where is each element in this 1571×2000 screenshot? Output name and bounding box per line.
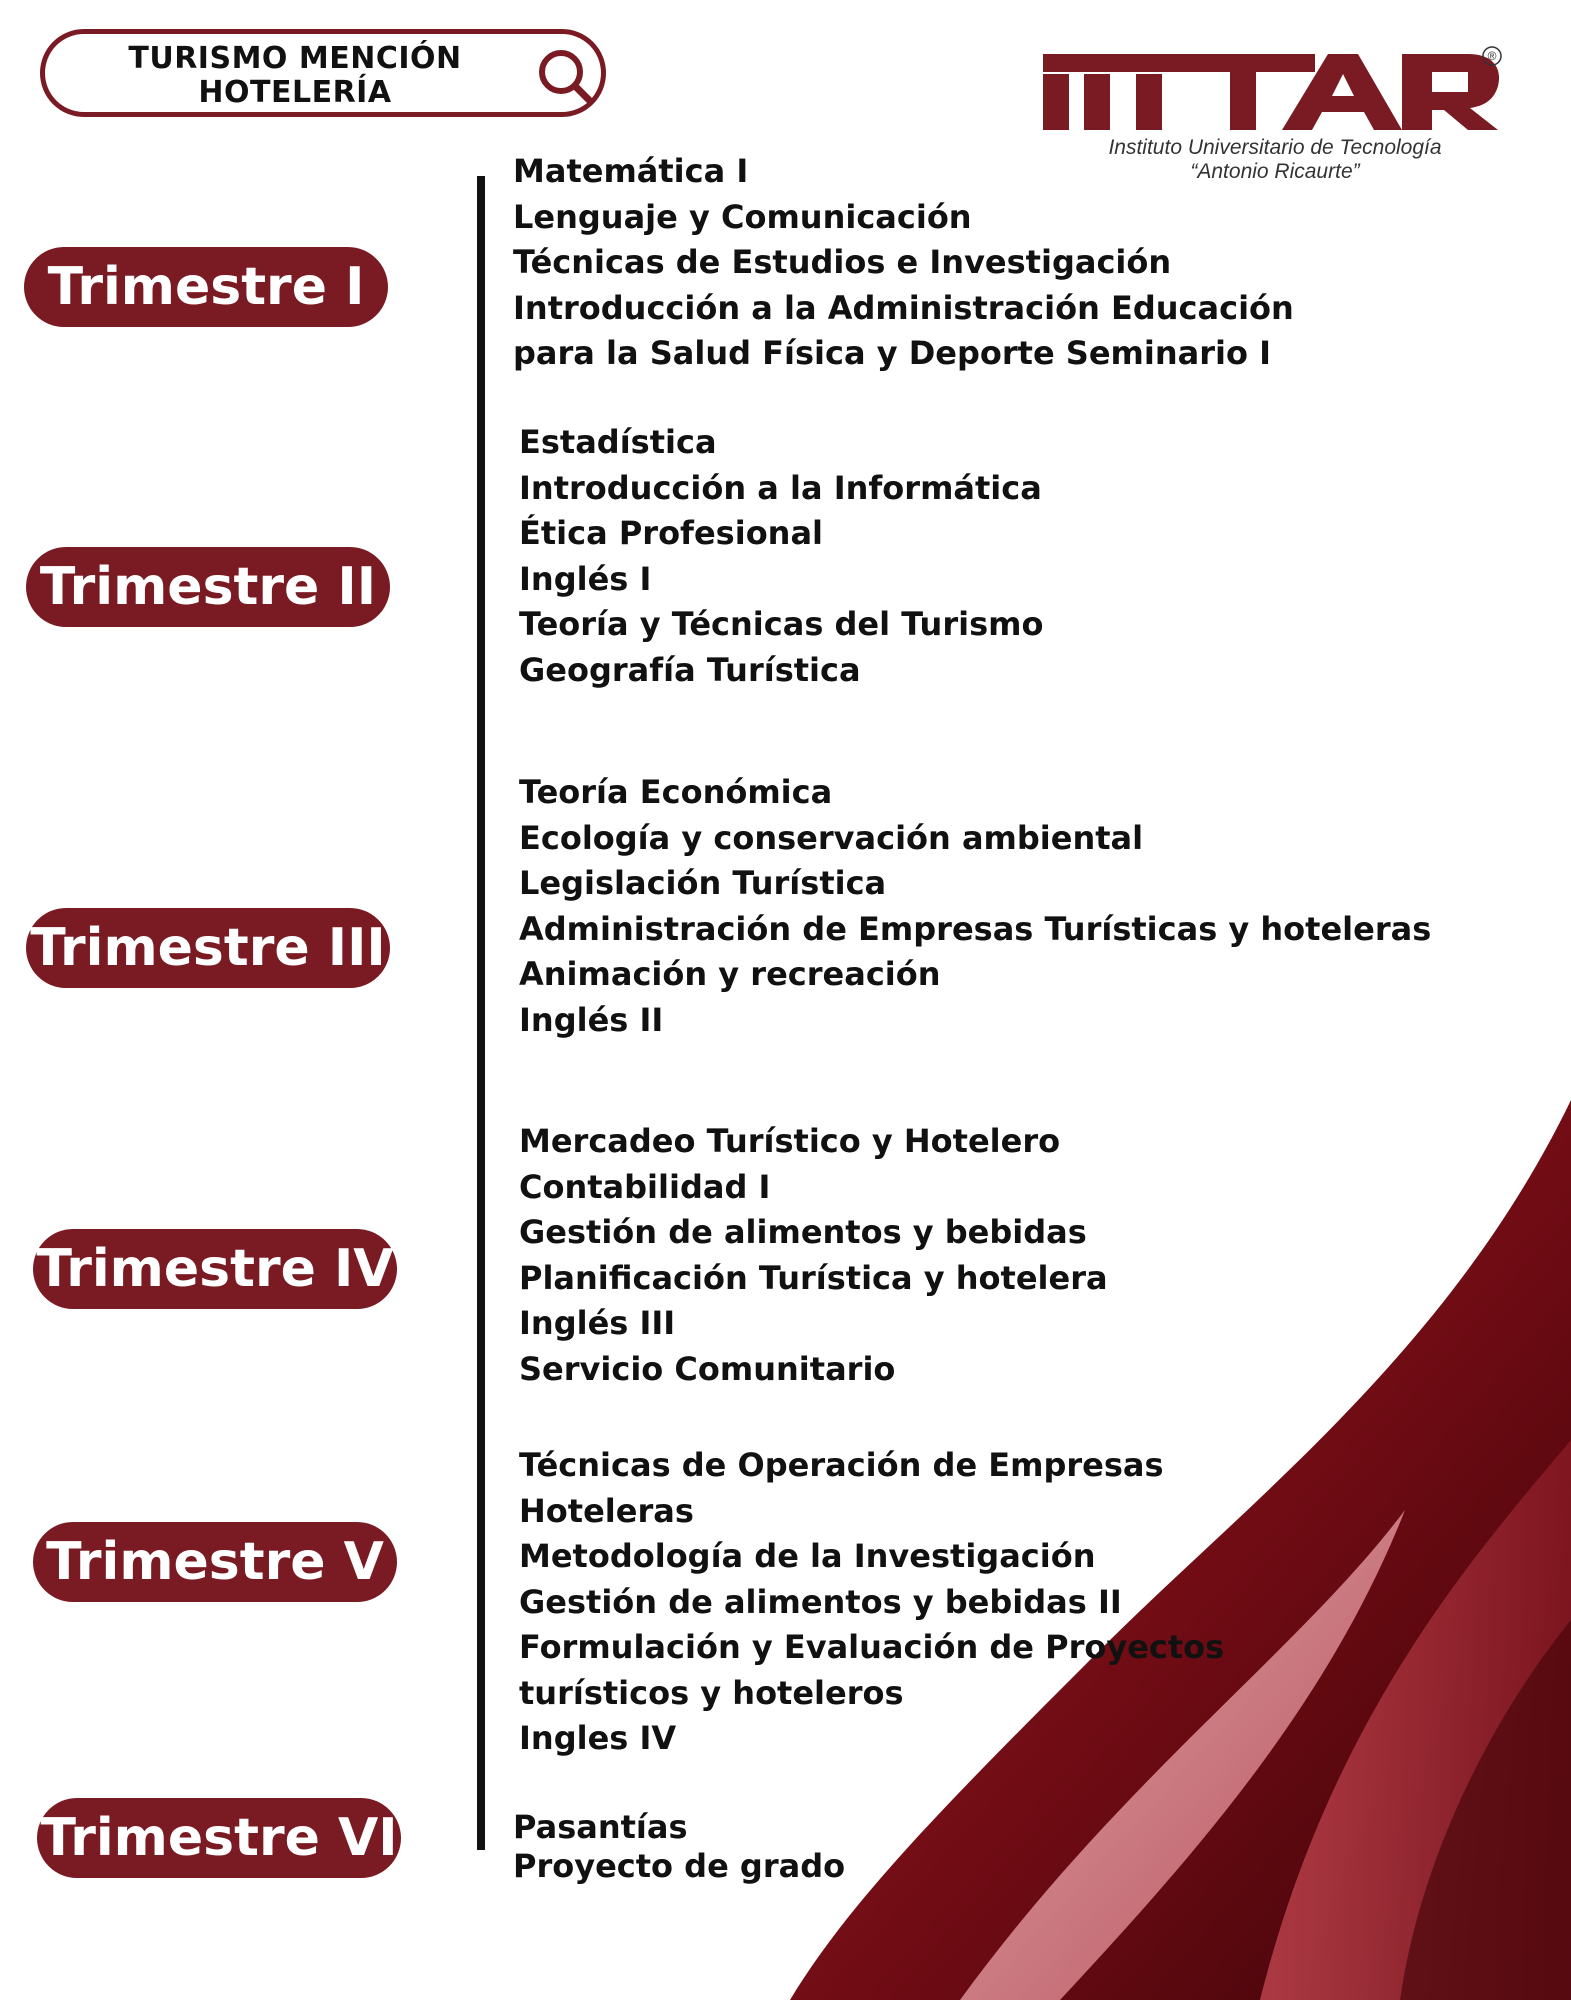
list-item: Animación y recreación bbox=[519, 955, 941, 993]
course-list-term-3 bbox=[519, 770, 1431, 1043]
list-item: Inglés II bbox=[519, 1000, 664, 1039]
list-item: Inglés I bbox=[519, 559, 652, 598]
list-item: Introducción a la Administración Educación bbox=[513, 288, 1294, 327]
term-pill-2: Trimestre II bbox=[26, 547, 390, 627]
list-item: turísticos y hoteleros bbox=[519, 1673, 904, 1712]
term-pill-3: Trimestre III bbox=[26, 908, 390, 988]
list-item: Técnicas de Estudios e Investigación bbox=[513, 243, 1172, 281]
list-item: Lenguaje y Comunicación bbox=[513, 197, 972, 236]
program-title-line2: HOTELERÍA bbox=[198, 75, 392, 110]
list-item: Metodología de la Investigación bbox=[519, 1537, 1096, 1575]
list-item: Administración de Empresas Turísticas y hoteleras bbox=[519, 909, 1432, 948]
list-item: Contabilidad I bbox=[519, 1167, 771, 1206]
course-list-term-2 bbox=[519, 420, 1043, 693]
list-item: para la Salud Física y Deporte Seminario I bbox=[513, 334, 1271, 372]
logo-subtitle-line2: “Antonio Ricaurte” bbox=[1190, 160, 1360, 183]
list-item: Ética Profesional bbox=[519, 514, 824, 552]
list-item: Mercadeo Turístico y Hotelero bbox=[519, 1122, 1061, 1160]
list-item: Geografía Turística bbox=[519, 650, 861, 689]
term-pill-1: Trimestre I bbox=[24, 247, 388, 327]
list-item: Técnicas de Operación de Empresas bbox=[519, 1446, 1164, 1484]
list-item: Teoría y Técnicas del Turismo bbox=[519, 605, 1044, 643]
list-item: Gestión de alimentos y bebidas bbox=[519, 1213, 1087, 1251]
list-item: Teoría Económica bbox=[519, 773, 833, 811]
logo-subtitle-line1: Instituto Universitario de Tecnología bbox=[1108, 136, 1442, 159]
list-item: Legislación Turística bbox=[519, 864, 887, 902]
term-pill-5: Trimestre V bbox=[33, 1522, 397, 1602]
list-item: Introducción a la Informática bbox=[519, 468, 1042, 507]
list-item: Pasantías bbox=[513, 1808, 688, 1846]
list-item: Planificación Turística y hotelera bbox=[519, 1258, 1108, 1297]
program-title bbox=[115, 42, 475, 110]
course-list-term-5 bbox=[519, 1443, 1224, 1762]
list-item: Proyecto de grado bbox=[513, 1847, 846, 1885]
list-item: Ecología y conservación ambiental bbox=[519, 818, 1144, 857]
list-item: Hoteleras bbox=[519, 1491, 694, 1530]
program-search-box[interactable] bbox=[40, 29, 606, 117]
list-item: Servicio Comunitario bbox=[519, 1349, 896, 1388]
term-pill-6: Trimestre VI bbox=[37, 1798, 401, 1878]
course-list-term-1 bbox=[513, 149, 1294, 377]
registered-mark: ® bbox=[1487, 49, 1497, 63]
program-title-line1: TURISMO MENCIÓN bbox=[128, 41, 462, 76]
list-item: Ingles IV bbox=[519, 1719, 677, 1757]
course-list-term-6 bbox=[513, 1808, 845, 1886]
list-item: Gestión de alimentos y bebidas II bbox=[519, 1582, 1122, 1621]
list-item: Formulación y Evaluación de Proyectos bbox=[519, 1628, 1225, 1666]
list-item: Matemática I bbox=[513, 152, 749, 190]
term-pill-4: Trimestre IV bbox=[33, 1229, 397, 1309]
timeline-divider bbox=[477, 176, 485, 1850]
search-icon[interactable] bbox=[535, 46, 595, 106]
course-list-term-4 bbox=[519, 1119, 1108, 1392]
list-item: Estadística bbox=[519, 423, 717, 461]
list-item: Inglés III bbox=[519, 1304, 676, 1342]
